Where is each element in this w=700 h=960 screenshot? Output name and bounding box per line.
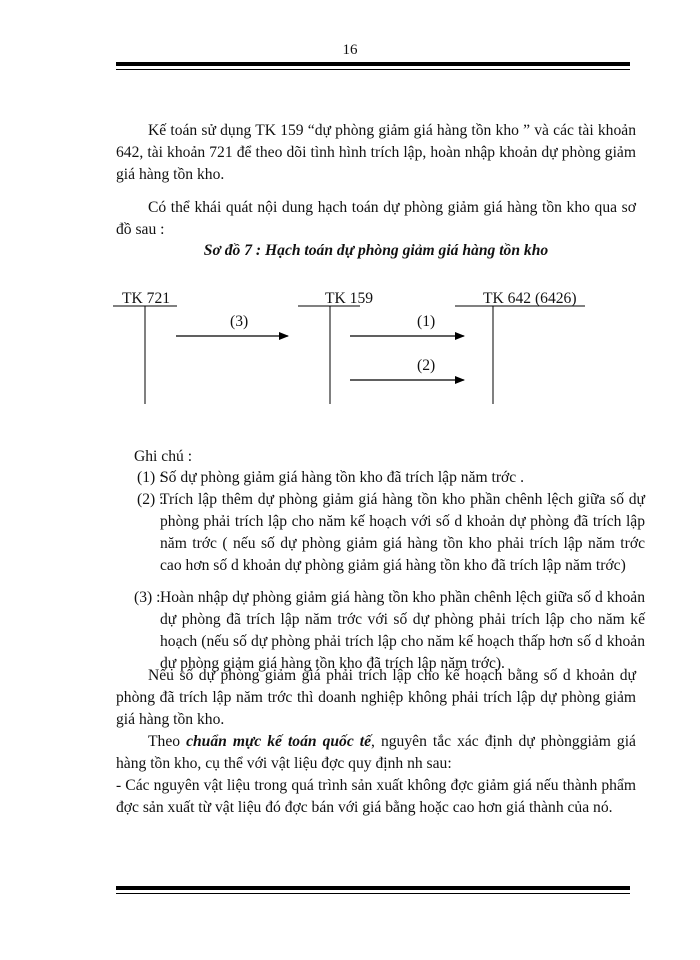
- p4-suffix: , nguyên tắc xác định dự phònggiảm giá hàng tồn kho, cụ thể với vật liệu đợc quy định nh sau:: [116, 733, 636, 772]
- note-marker: (2) :: [137, 491, 164, 508]
- p4-emphasis: chuẩn mực kế toán quốc tế: [186, 733, 372, 750]
- intro-paragraph-1: Kế toán sử dụng TK 159 “dự phòng giảm giá hàng tồn kho ” và các tài khoản 642, tài khoản 721 để theo dõi tình hình trích lập, hoàn nhập khoản dự phòng giảm giá hàng tồn kho.: [116, 122, 636, 183]
- arrow-1-label: (1): [417, 313, 436, 330]
- body-paragraph-3: Nếu số dự phòng giảm giá phải trích lập cho kế hoạch bằng số d khoản dự phòng đã trích lập năm trớc thì doanh nghiệp không phải trích lập dự phòng giảm giá hàng tồn kho.: [116, 667, 636, 728]
- note-text: Trích lập thêm dự phòng giảm giá hàng tồn kho phần chênh lệch giữa số dự phòng phải trích lập cho năm kế hoạch với số d khoản dự phòng đã trích lập năm trớc ( nếu số dự phòng giảm giá hàng tồn kho phải trích lập năm trớc cao hơn số d khoản dự phòng giảm giá hàng tồn kho đã trích lập năm trớc): [160, 491, 645, 574]
- p4-prefix: Theo: [148, 733, 187, 750]
- intro-paragraph-2: Có thể khái quát nội dung hạch toán dự phòng giảm giá hàng tồn kho qua sơ đồ sau :: [116, 199, 636, 238]
- t-account-tk721: [113, 306, 177, 404]
- note-text: Hoàn nhập dự phòng giảm giá hàng tồn kho phần chênh lệch giữa số d khoản dự phòng đã trích lập năm trớc với số dự phòng phải trích lập cho năm kế hoạch (nếu số dự phòng phải trích lập cho năm kế hoạch thấp hơn số d khoản dự phòng giảm giá hàng tồn kho đã trích lập năm trớc).: [160, 589, 645, 672]
- note-marker: (3) :: [134, 589, 161, 606]
- account-label-tk159: TK 159: [325, 290, 374, 307]
- t-account-tk642: [455, 306, 585, 404]
- arrow-3-label: (3): [230, 313, 249, 330]
- page-number: 16: [342, 42, 358, 58]
- footer-rule-thin: [116, 893, 630, 894]
- account-label-tk721: TK 721: [122, 290, 171, 307]
- note-text: Số dự phòng giảm giá hàng tồn kho đã trích lập năm trớc .: [160, 469, 525, 486]
- diagram-title: Sơ đồ 7 : Hạch toán dự phòng giảm giá hàng tồn kho: [203, 242, 549, 259]
- footer-rule-thick: [116, 886, 630, 890]
- note-marker: (1) :: [137, 469, 164, 486]
- body-paragraph-5: - Các nguyên vật liệu trong quá trình sản xuất không đợc giảm giá nếu thành phẩm đợc sản xuất từ vật liệu đó đợc bán với giá bằng hoặc cao hơn giá thành của nó.: [116, 777, 636, 816]
- notes-header: Ghi chú :: [134, 448, 193, 465]
- arrow-2-label: (2): [417, 357, 436, 374]
- body-paragraph-4: [116, 731, 636, 775]
- t-account-tk159: [298, 306, 360, 404]
- account-label-tk642: TK 642 (6426): [483, 290, 577, 307]
